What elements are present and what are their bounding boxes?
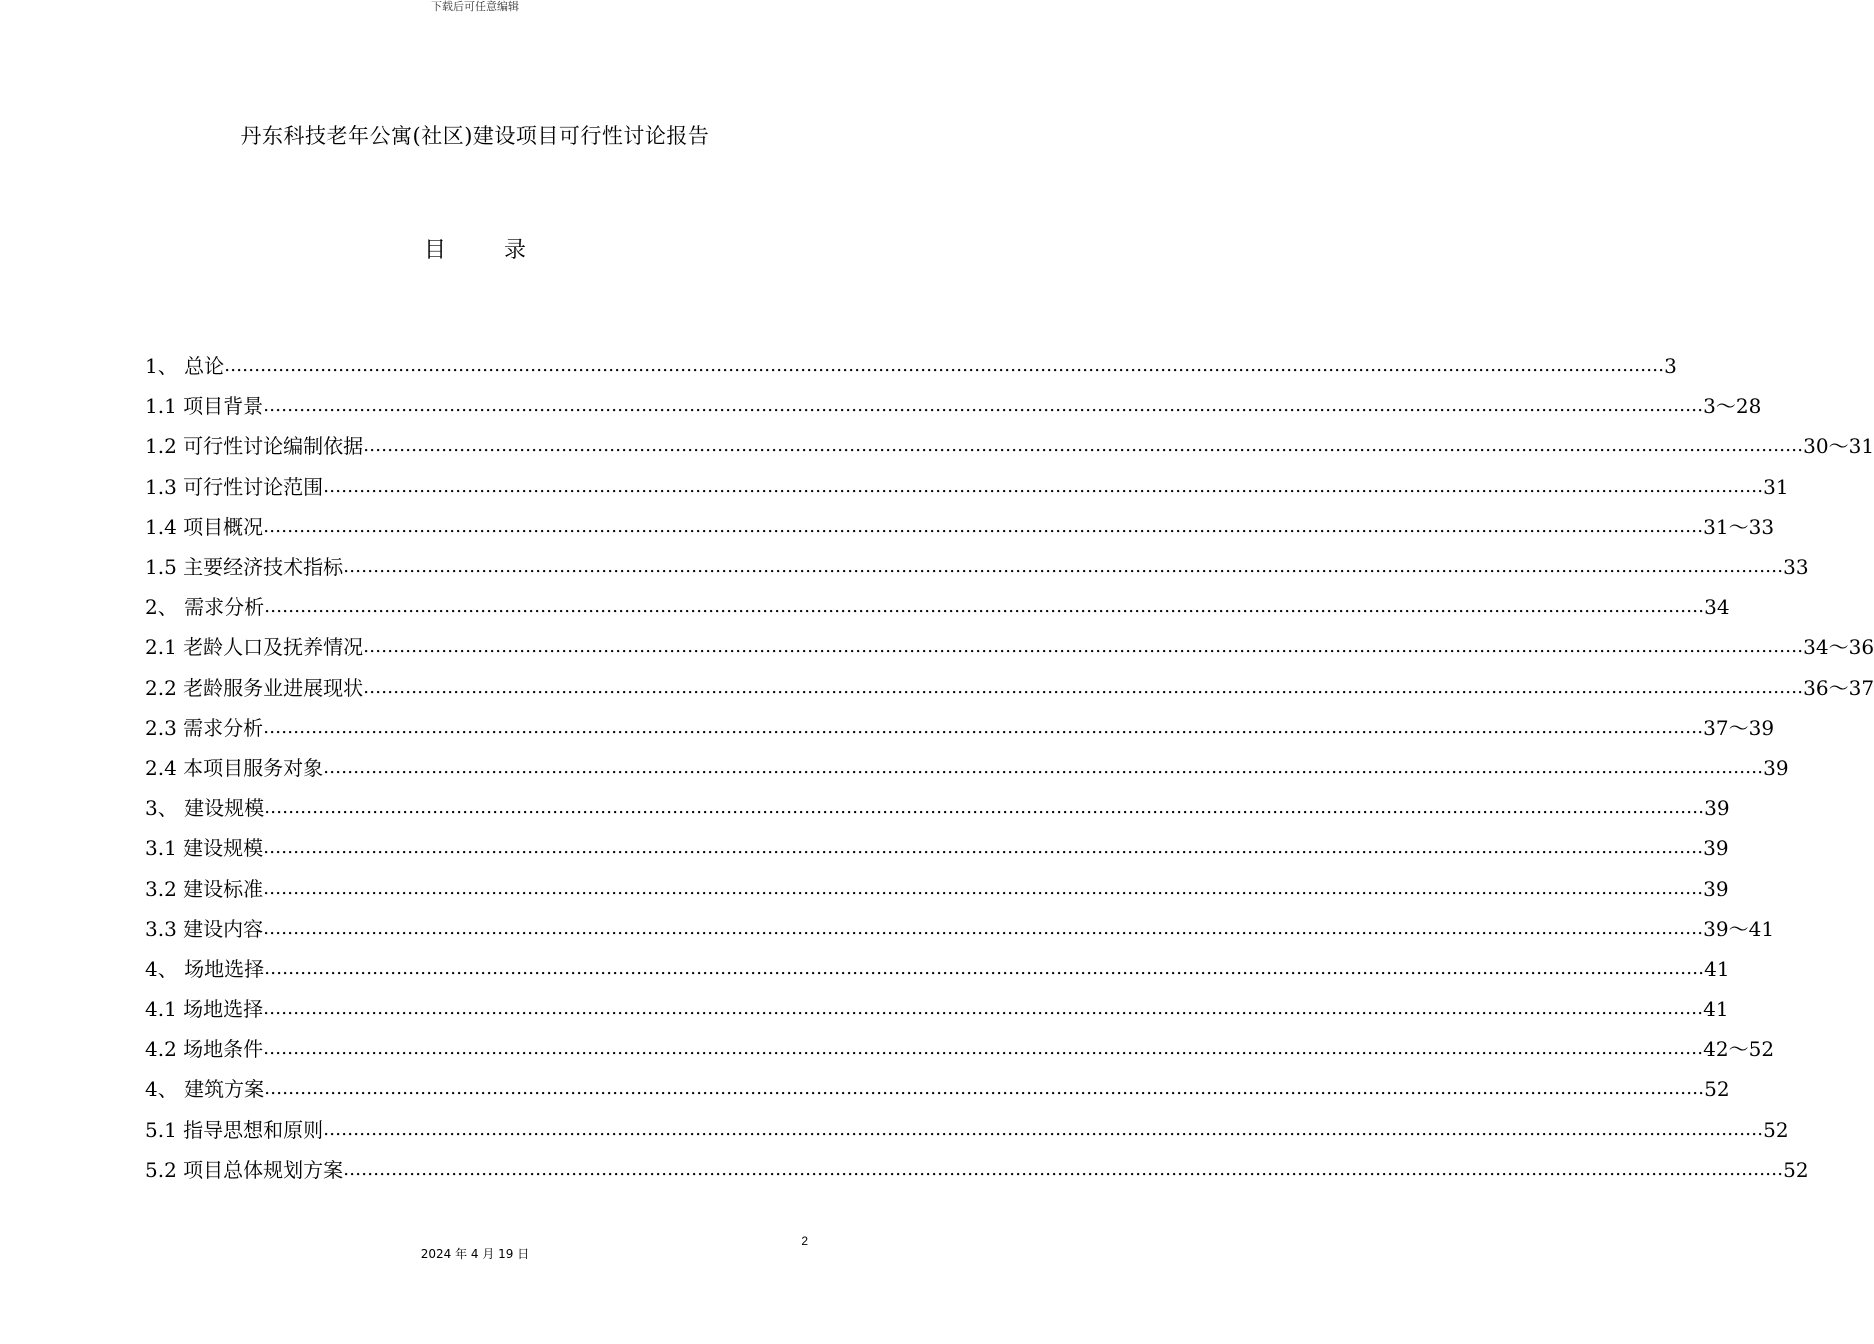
toc-item[interactable]	[145, 587, 1730, 627]
toc-item[interactable]	[145, 828, 1729, 868]
toc-item-label: 4.1 场地选择	[145, 997, 264, 1022]
toc-leader: ……………………………………………………………………………………………………………………………………………………………………………………………………………………	[263, 515, 1704, 537]
toc-item-label: 3.2 建设标准	[145, 876, 264, 901]
toc-item-page: 41	[1703, 997, 1729, 1022]
toc-leader: ……………………………………………………………………………………………………………………………………………………………………………………………………………………	[263, 877, 1704, 899]
toc-item-label: 4.2 场地条件	[145, 1037, 264, 1062]
footer-date: 2024 年 4 月 19 日	[420, 1247, 530, 1261]
toc-item[interactable]	[145, 507, 1775, 547]
toc-item-label: 2.4 本项目服务对象	[145, 755, 324, 780]
toc-item[interactable]	[145, 748, 1789, 788]
toc-leader: ……………………………………………………………………………………………………………………………………………………………………………………………………………………	[323, 1118, 1764, 1140]
toc-item-page: 31	[1763, 474, 1789, 499]
toc-leader: ……………………………………………………………………………………………………………………………………………………………………………………………………………………	[363, 676, 1804, 698]
toc-item[interactable]	[145, 547, 1809, 587]
toc-item-label: 1.3 可行性讨论范围	[145, 474, 324, 499]
toc-item-page: 39	[1704, 796, 1730, 821]
toc-item-label: 1.1 项目背景	[145, 394, 264, 419]
toc-item-page: 36～37	[1803, 675, 1874, 700]
toc-item-label: 2.1 老龄人口及抚养情况	[145, 635, 364, 660]
toc-item[interactable]	[145, 386, 1762, 426]
toc-item[interactable]	[145, 668, 1874, 708]
toc-item[interactable]	[145, 1110, 1789, 1150]
toc-leader: ……………………………………………………………………………………………………………………………………………………………………………………………………………………	[263, 1038, 1704, 1060]
toc-leader: ……………………………………………………………………………………………………………………………………………………………………………………………………………………	[343, 1158, 1784, 1180]
document-title: 丹东科技老年公寓(社区)建设项目可行性讨论报告	[240, 124, 710, 148]
toc-item-page: 31～33	[1703, 514, 1775, 539]
toc-item[interactable]	[145, 868, 1729, 908]
toc-item-page: 39	[1703, 836, 1729, 861]
toc-item[interactable]	[145, 1069, 1730, 1109]
toc-item-page: 37～39	[1703, 715, 1775, 740]
toc-item[interactable]	[145, 627, 1874, 667]
toc-leader: ……………………………………………………………………………………………………………………………………………………………………………………………………………………	[263, 716, 1704, 738]
toc-item-page: 34～36	[1803, 635, 1874, 660]
toc-item-label: 2、 需求分析	[145, 595, 265, 620]
toc-leader: ……………………………………………………………………………………………………………………………………………………………………………………………………………………	[264, 596, 1705, 618]
toc-item[interactable]	[145, 949, 1730, 989]
toc-item-page: 33	[1783, 555, 1809, 580]
toc-list	[145, 346, 1874, 1190]
toc-item-page: 30～31	[1803, 434, 1874, 459]
toc-item-page: 39	[1703, 876, 1729, 901]
toc-item-label: 3、 建设规模	[145, 796, 265, 821]
toc-item-label: 1.4 项目概况	[145, 514, 264, 539]
page-number: 2	[801, 1234, 808, 1248]
toc-item-page: 3～28	[1703, 394, 1762, 419]
toc-item-label: 5.1 指导思想和原则	[145, 1117, 324, 1142]
toc-item[interactable]	[145, 989, 1729, 1029]
toc-item-page: 41	[1704, 956, 1730, 981]
toc-item-label: 4、 建筑方案	[145, 1077, 265, 1102]
toc-heading-left: 目	[423, 238, 446, 263]
toc-heading	[0, 234, 950, 268]
toc-item[interactable]	[145, 1029, 1775, 1069]
toc-item-page: 52	[1763, 1117, 1789, 1142]
toc-leader: ……………………………………………………………………………………………………………………………………………………………………………………………………………………	[323, 756, 1764, 778]
toc-item[interactable]	[145, 708, 1775, 748]
toc-item[interactable]	[145, 426, 1874, 466]
toc-item[interactable]	[145, 788, 1730, 828]
toc-leader: ……………………………………………………………………………………………………………………………………………………………………………………………………………………	[363, 636, 1804, 658]
toc-item-page: 52	[1783, 1157, 1809, 1182]
toc-leader: ……………………………………………………………………………………………………………………………………………………………………………………………………………………	[343, 556, 1784, 578]
toc-item[interactable]	[145, 909, 1775, 949]
toc-item-page: 34	[1704, 595, 1730, 620]
toc-leader: ……………………………………………………………………………………………………………………………………………………………………………………………………………………	[263, 998, 1704, 1020]
toc-leader: ……………………………………………………………………………………………………………………………………………………………………………………………………………………	[263, 917, 1704, 939]
toc-item-page: 39	[1763, 755, 1789, 780]
toc-item-label: 3.1 建设规模	[145, 836, 264, 861]
toc-leader: ……………………………………………………………………………………………………………………………………………………………………………………………………………………	[224, 355, 1665, 377]
toc-item-label: 1.2 可行性讨论编制依据	[145, 434, 364, 459]
toc-item-page: 42～52	[1703, 1037, 1775, 1062]
toc-item-page: 39～41	[1703, 916, 1775, 941]
toc-item-label: 1.5 主要经济技术指标	[145, 555, 344, 580]
toc-leader: ……………………………………………………………………………………………………………………………………………………………………………………………………………………	[263, 395, 1704, 417]
toc-leader: ……………………………………………………………………………………………………………………………………………………………………………………………………………………	[264, 1078, 1705, 1100]
header-note: 下载后可任意编辑	[431, 0, 519, 13]
toc-item[interactable]	[145, 1150, 1809, 1190]
toc-leader: ……………………………………………………………………………………………………………………………………………………………………………………………………………………	[363, 435, 1804, 457]
toc-item-label: 4、 场地选择	[145, 956, 265, 981]
toc-item-page: 52	[1704, 1077, 1730, 1102]
toc-leader: ……………………………………………………………………………………………………………………………………………………………………………………………………………………	[264, 797, 1705, 819]
toc-leader: ……………………………………………………………………………………………………………………………………………………………………………………………………………………	[323, 475, 1764, 497]
toc-item-page: 3	[1664, 354, 1677, 379]
toc-leader: ……………………………………………………………………………………………………………………………………………………………………………………………………………………	[264, 957, 1705, 979]
toc-item[interactable]	[145, 346, 1677, 386]
toc-leader: ……………………………………………………………………………………………………………………………………………………………………………………………………………………	[263, 837, 1704, 859]
toc-item-label: 5.2 项目总体规划方案	[145, 1157, 344, 1182]
toc-item-label: 3.3 建设内容	[145, 916, 264, 941]
toc-item[interactable]	[145, 467, 1789, 507]
toc-item-label: 2.2 老龄服务业进展现状	[145, 675, 364, 700]
toc-heading-right: 录	[504, 238, 527, 263]
toc-item-label: 1、 总论	[145, 354, 225, 379]
toc-item-label: 2.3 需求分析	[145, 715, 264, 740]
